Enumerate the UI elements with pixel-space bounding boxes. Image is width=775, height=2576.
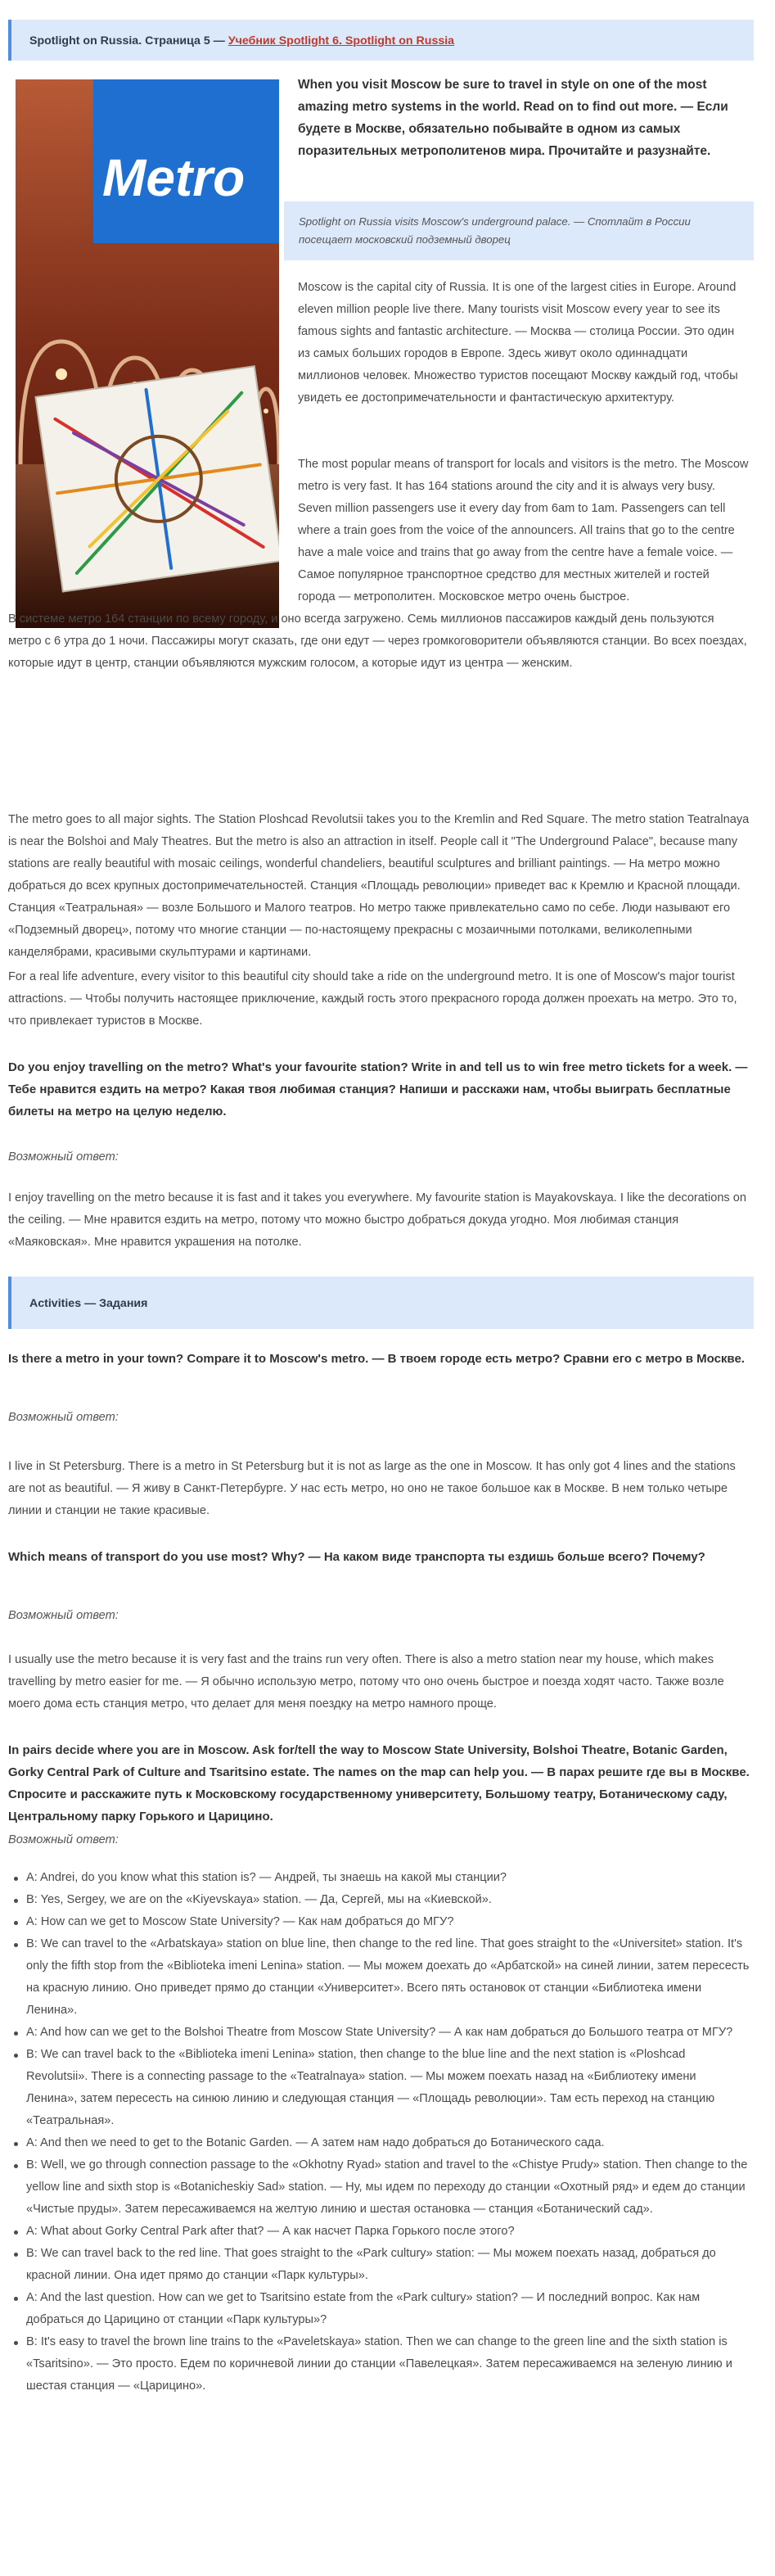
question-transport: Which means of transport do you use most? Why? — На каком виде транспорта ты ездишь больше всего? Почему? <box>8 1550 705 1564</box>
caption-quote: Spotlight on Russia visits Moscow's underground palace. — Спотлайт в России посещает московский подземный дворец <box>284 201 754 260</box>
dialogue-en: A: And the last question. How can we get to Tsaritsino estate from the «Park cultury» station? <box>26 2291 518 2304</box>
answer-ru: — Я обычно использую метро, потому что оно очень быстрое и поезда ходят часто. Также возле моего дома есть станция метро, что делает для меня поездку на метро намного проще. <box>8 1675 724 1711</box>
paragraph-capital <box>298 277 750 409</box>
dialogue-en: B: We can travel back to the «Biblioteka imeni Lenina» station, then change to the blue line and the next station is «Ploshcad Revolutsii». There is a connecting passage to the «Teatralnaya» station. <box>26 2048 686 2083</box>
paragraph-ru: — Чтобы получить настоящее приключение, каждый гость этого прекрасного города должен проехать на метро. Это то, что привлекает туристов в Москве. <box>8 992 737 1028</box>
dialogue-en: A: What about Gorky Central Park after that? <box>26 2225 264 2238</box>
dialogue-en: A: And then we need to get to the Botanic Garden. <box>26 2136 293 2149</box>
header-bar <box>8 20 754 61</box>
paragraph-adventure <box>8 966 750 1033</box>
dialogue-ru: — Мы можем поехать назад, добраться до красной линии. Она идет прямо до станции «Парк культуры». <box>26 2247 716 2282</box>
intro-lead: When you visit Moscow be sure to travel in style on one of the most amazing metro systems in the world. Read on to find out more. — Если будете в Москве, обязательно побывайте в одном из самых поразительных метрополитенов мира. Прочитайте и разузнайте. <box>298 78 728 158</box>
question-pairs-directions: In pairs decide where you are in Moscow. Ask for/tell the way to Moscow State University, Bolshoi Theatre, Botanic Garden, Gorky Central Park of Culture and Tsaritsino estate. The names on the map can help you. — В парах решите где вы в Москве. Спросите и расскажите путь к Московскому государственному университету, Большому театру, Ботаническому саду, Центральному парку Горького и Царицино. <box>8 1743 750 1824</box>
dialogue-ru: — Как нам добраться до МГУ? <box>279 1915 454 1928</box>
activities-bar <box>8 1277 754 1329</box>
paragraph-ru-continued: В системе метро 164 станции по всему городу, и оно всегда загружено. Семь миллионов пассажиров каждый день пользуются метро с 6 утра до 1 ночи. Пассажиры могут сказать, где они едут — через громкоговорители объявляются станции. Во всех поездах, которые идут в центр, станции объявляются мужским голосом, а которые идут из центра — женским. <box>8 612 747 670</box>
paragraph-ru: — На метро можно добраться до всех крупных достопримечательностей. Станция «Площадь революции» приведет вас к Кремлю и Красной площади. Станция «Театральная» — возле Большого и Малого театров. Но метро также привлекательно само по себе. Люди называют его «Подземный дворец», потому что многие станции — по-настоящему прекрасны с мозаичными потолками, великолепными канделябрами, красивыми скульптурами и картинами. <box>8 857 741 959</box>
activities-title: Activities — Задания <box>29 1297 148 1310</box>
paragraph-en: The most popular means of transport for locals and visitors is the metro. The Moscow metro is very fast. It has 164 stations around the city and it is always very busy. Seven million passengers use it every day from 6am to 1am. Passengers can tell where a train goes from the voice of the announcers. All trains that go to the centre have a male voice and trains that go away from the centre have a female voice. <box>298 458 749 559</box>
paragraph-en: The metro goes to all major sights. The Station Ploshcad Revolutsii takes you to the Kremlin and Red Square. The metro station Teatralnaya is near the Bolshoi and Maly Theatres. But the metro is also an attraction in itself. People call it "The Underground Palace", because many stations are really beautiful with mosaic ceilings, wonderful chandeliers, beautiful sculptures and brilliant paintings. <box>8 813 750 870</box>
paragraph-indent <box>298 454 750 608</box>
dialogue-ru: — А затем нам надо добраться до Ботанического сада. <box>292 2136 605 2149</box>
dialogue-ru: — А как насчет Парка Горького после этого? <box>264 2225 515 2238</box>
possible-answer-label: Возможный ответ: <box>8 1833 119 1846</box>
dialogue-en: B: It's easy to travel the brown line trains to the «Paveletskaya» station. Then we can change to the green line and the sixth station is «Tsaritsino». <box>26 2335 728 2370</box>
answer-favourite-station <box>8 1187 750 1254</box>
dialogue-line <box>26 2221 750 2243</box>
possible-answer-label: Возможный ответ: <box>8 1609 119 1622</box>
answer-en: I usually use the metro because it is very fast and the trains run very often. There is also a metro station near my house, which makes travelling by metro easier for me. <box>8 1653 714 1688</box>
dialogue-line <box>26 2331 750 2397</box>
dialogue-ru: — Мы можем поехать назад на «Библиотеку имени Ленина», затем пересесть на синюю линию и следующая станция — «Площадь революции». Там есть переход на станцию «Театральная». <box>26 2070 715 2127</box>
answer-en: I enjoy travelling on the metro because it is fast and it takes you everywhere. My favourite station is Mayakovskaya. I like the decorations on the ceiling. <box>8 1191 747 1227</box>
dialogue-ru: — И последний вопрос. Как нам добраться до Царицино от станции «Парк культуры»? <box>26 2291 701 2326</box>
dialogue-line <box>26 1933 750 2022</box>
dialogue-line <box>26 1889 750 1911</box>
dialogue-en: B: Well, we go through connection passage to the «Okhotny Ryad» station and travel to the «Chistye Prudy» station. Then change to the yellow line and sixth stop is «Botanicheskiy Sad» station. <box>26 2158 748 2194</box>
dialogue-ru: — Андрей, ты знаешь на какой мы станции? <box>255 1871 507 1884</box>
textbook-link[interactable]: Учебник Spotlight 6. Spotlight on Russia <box>228 34 455 47</box>
answer-transport <box>8 1649 750 1715</box>
dialogue-line <box>26 2044 750 2132</box>
dialogue-list <box>8 1867 750 2397</box>
dialogue-line <box>26 2243 750 2287</box>
dialogue-en: A: Andrei, do you know what this station is? <box>26 1871 256 1884</box>
question-town-metro: Is there a metro in your town? Compare it to Moscow's metro. — В твоем городе есть метро? Сравни его с метро в Москве. <box>8 1352 745 1366</box>
answer-town-metro <box>8 1456 750 1522</box>
question-favourite-station: Do you enjoy travelling on the metro? What's your favourite station? Write in and tell us to win free metro tickets for a week. — Тебе нравится ездить на метро? Какая твоя любимая станция? Напиши и расскажи нам, чтобы выиграть бесплатные билеты на метро на целую неделю. <box>8 1060 748 1119</box>
dialogue-line <box>26 2022 750 2044</box>
dialogue-ru: — А как нам добраться до Большого театра от МГУ? <box>435 2026 733 2039</box>
paragraph-en: For a real life adventure, every visitor to this beautiful city should take a ride on the underground metro. It is one of Moscow's major tourist attractions. <box>8 970 735 1006</box>
paragraph-en: Moscow is the capital city of Russia. It is one of the largest cities in Europe. Around eleven million people live there. Many tourists visit Moscow every year to see its famous sights and fantastic architecture. <box>298 281 737 338</box>
dialogue-en: B: Yes, Sergey, we are on the «Kiyevskaya» station. <box>26 1893 302 1906</box>
answer-ru: — Мне нравится ездить на метро, потому что можно быстро добраться докуда угодно. Моя любимая станция «Маяковская». Мне нравится украшения на потолке. <box>8 1213 679 1249</box>
answer-en: I live in St Petersburg. There is a metro in St Petersburg but it is not as large as the one in Moscow. It has only got 4 lines and the stations are not as beautiful. <box>8 1460 736 1495</box>
paragraph-transport <box>8 454 750 675</box>
dialogue-en: B: We can travel to the «Arbatskaya» station on blue line, then change to the red line. That goes straight to the «Universitet» station. It's only the fifth stop from the «Biblioteka imeni Lenina» station. <box>26 1937 743 1973</box>
dialogue-line <box>26 2132 750 2154</box>
dialogue-ru: — Ну, мы идем по переходу до станции «Охотный ряд» и едем до станции «Чистые пруды». Затем пересаживаемся на желтую линию и шестая остановка — станция «Ботанический сад». <box>26 2181 746 2216</box>
dialogue-ru: — Да, Сергей, мы на «Киевской». <box>301 1893 492 1906</box>
dialogue-en: A: How can we get to Moscow State University? <box>26 1915 280 1928</box>
answer-ru: — Я живу в Санкт-Петербурге. У нас есть метро, но оно не такое большое как в Москве. В нем только четыре линии и станции не такие красивые. <box>8 1482 728 1517</box>
metro-sign: Metro <box>102 148 246 207</box>
header-title: Spotlight on Russia. Страница 5 — <box>29 34 228 47</box>
dialogue-line <box>26 1911 750 1933</box>
dialogue-ru: — Это просто. Едем по коричневой линии до станции «Павелецкая». Затем пересаживаемся на зеленую линию и шестая станция — «Царицино». <box>26 2357 732 2393</box>
dialogue-en: A: And how can we get to the Bolshoi Theatre from Moscow State University? <box>26 2026 436 2039</box>
dialogue-line <box>26 2154 750 2221</box>
paragraph-ru: — Самое популярное транспортное средство для местных жителей и гостей города — метрополитен. Московское метро очень быстрое. <box>298 546 733 603</box>
dialogue-en: B: We can travel back to the red line. That goes straight to the «Park cultury» station: <box>26 2247 475 2260</box>
dialogue-line <box>26 2287 750 2331</box>
paragraph-ru: — Москва — столица России. Это один из самых больших городов в Европе. Здесь живут около одиннадцати миллионов человек. Множество туристов посещают Москву каждый год, чтобы увидеть ее достопримечательности и фантастическую архитектуру. <box>298 325 738 404</box>
possible-answer-label: Возможный ответ: <box>8 1411 119 1424</box>
dialogue-ru: — Мы можем доехать до «Арбатской» на синей линии, затем пересесть на красную линию. Оно приведет прямо до станции «Университет». Всего пять остановок от станции «Библиотека имени Ленина». <box>26 1959 750 2017</box>
possible-answer-label: Возможный ответ: <box>8 1150 119 1164</box>
paragraph-sights <box>8 809 750 964</box>
dialogue-line <box>26 1867 750 1889</box>
